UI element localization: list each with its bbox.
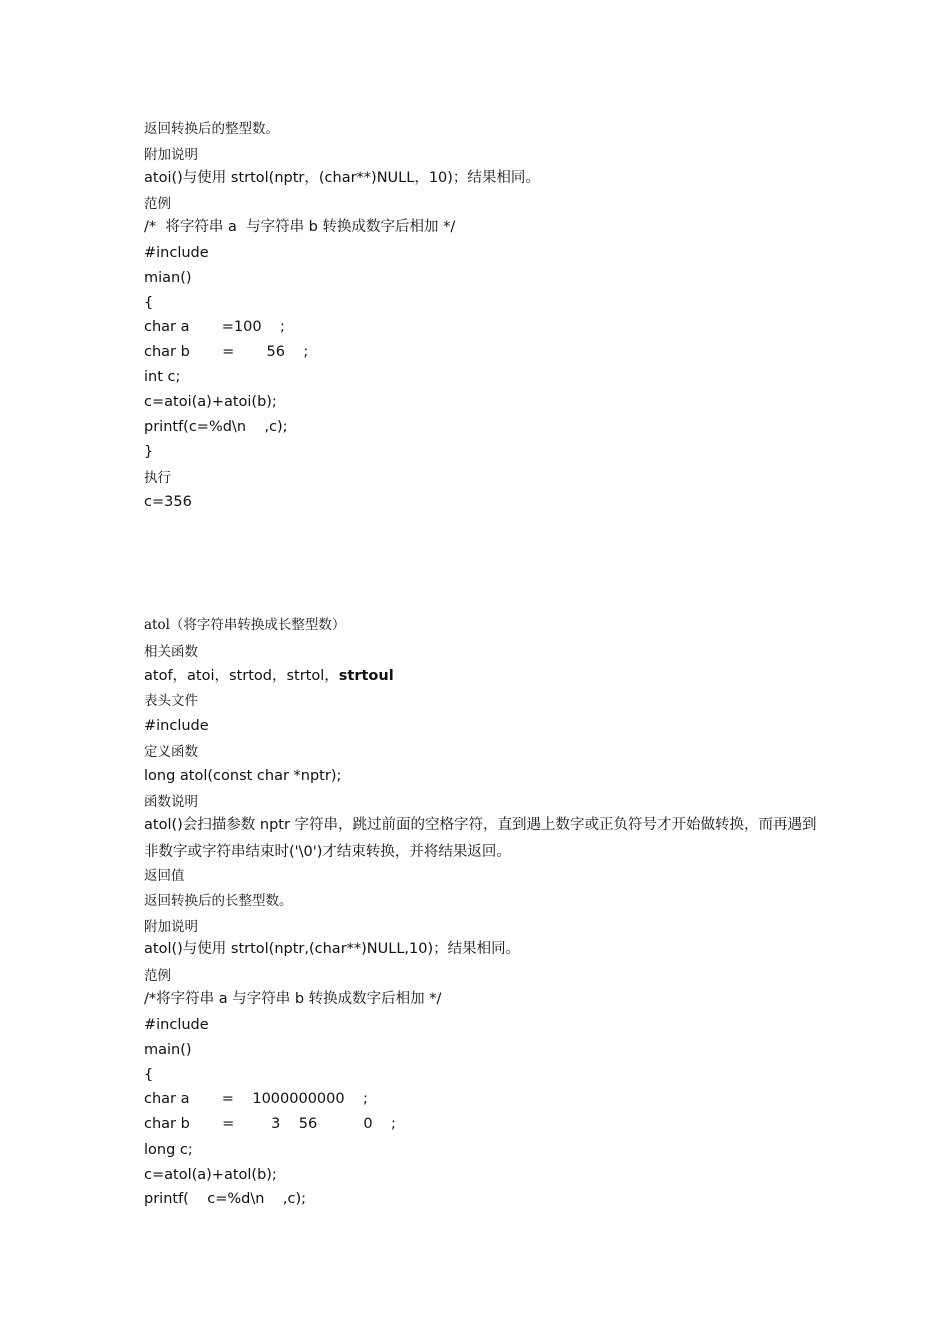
return-value-text: 返回转换后的整型数。 (144, 121, 279, 137)
desc-line-1: atol()会扫描参数 nptr 字符串，跳过前面的空格字符，直到遇上数字或正负符号才开始做转换，而再遇到 (144, 817, 817, 833)
run-output: c=356 (144, 494, 192, 510)
code-line: { (144, 295, 154, 311)
code-line: #include (144, 1017, 209, 1033)
code-line: { (144, 1067, 154, 1083)
code-line: mian() (144, 270, 192, 286)
code-line: char b = 3 56 0 ; (144, 1116, 396, 1132)
return-value: 返回转换后的长整型数。 (144, 893, 293, 909)
code-line: main() (144, 1042, 192, 1058)
example-heading: 范例 (144, 196, 171, 212)
header-value: #include (144, 718, 209, 734)
example-heading-2: 范例 (144, 968, 171, 984)
run-heading: 执行 (144, 470, 171, 486)
code-line: printf( c=%d\n ,c); (144, 1191, 307, 1207)
code-comment: /* 将字符串 a 与字符串 b 转换成数字后相加 */ (144, 219, 456, 235)
desc-line-2: 非数字或字符串结束时('\0')才结束转换，并将结果返回。 (144, 844, 511, 860)
header-heading: 表头文件 (144, 693, 198, 709)
code-line: char b = 56 ; (144, 344, 309, 360)
code-line: } (144, 444, 154, 460)
code-line: c=atol(a)+atol(b); (144, 1167, 277, 1183)
related-list: atof，atoi，strtod，strtol， (144, 668, 339, 684)
note-heading: 附加说明 (144, 147, 198, 163)
related-heading: 相关函数 (144, 644, 198, 660)
code-line: char a =100 ; (144, 319, 285, 335)
related-bold: strtoul (338, 668, 394, 684)
function-title: atol（将字符串转换成长整型数） (144, 617, 346, 633)
desc-heading: 函数说明 (144, 794, 198, 810)
code-line: long c; (144, 1142, 193, 1158)
return-heading: 返回值 (144, 868, 185, 884)
note-heading-2: 附加说明 (144, 919, 198, 935)
code-comment-2: /*将字符串 a 与字符串 b 转换成数字后相加 */ (144, 991, 442, 1007)
code-line: char a = 1000000000 ; (144, 1091, 368, 1107)
code-line: #include (144, 245, 209, 261)
code-line: c=atoi(a)+atoi(b); (144, 394, 277, 410)
code-line: int c; (144, 369, 181, 385)
note-text: atoi()与使用 strtol(nptr，(char**)NULL，10)；结果相同。 (144, 170, 540, 186)
define-value: long atol(const char *nptr); (144, 768, 342, 784)
related-functions (144, 667, 394, 685)
define-heading: 定义函数 (144, 744, 198, 760)
note-value-2: atol()与使用 strtol(nptr,(char**)NULL,10)；结果相同。 (144, 941, 521, 957)
code-line: printf(c=%d\n ,c); (144, 419, 288, 435)
